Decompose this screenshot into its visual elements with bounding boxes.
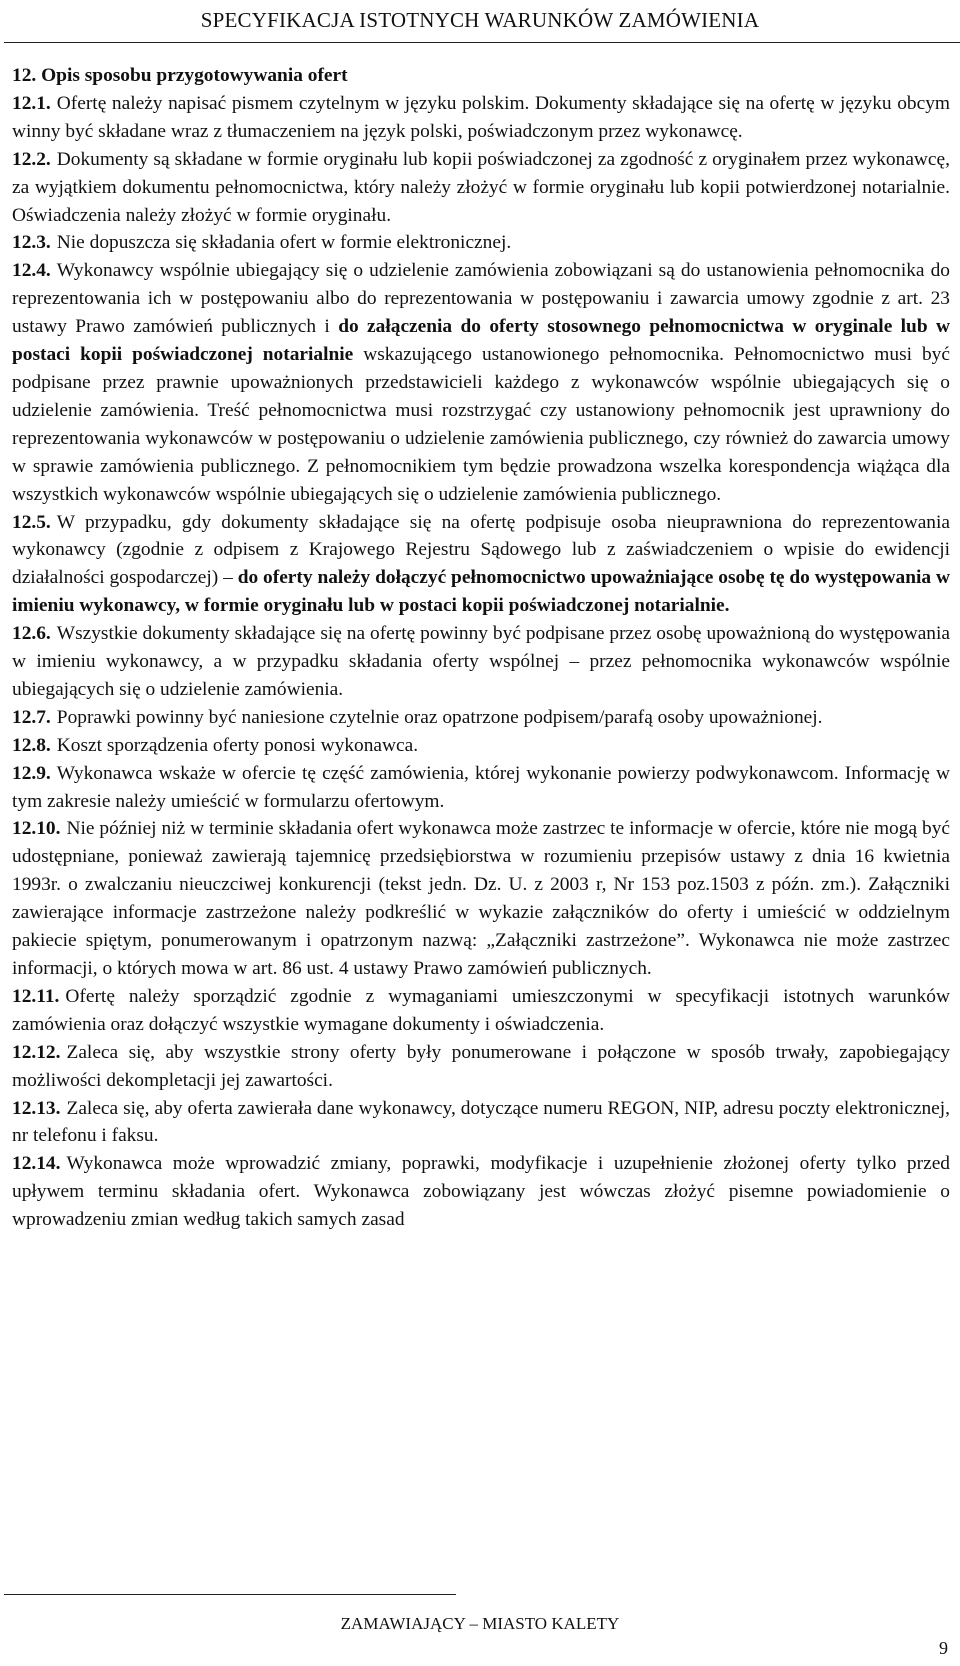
paragraph-12-12 xyxy=(12,1039,950,1095)
paragraph-number: 12.13. xyxy=(12,1097,61,1119)
paragraph-number: 12.1. xyxy=(12,92,51,114)
paragraph-12-2 xyxy=(12,146,950,230)
paragraph-12-4 xyxy=(12,257,950,508)
paragraph-text: Dokumenty są składane w formie oryginału lub kopii poświadczonej za zgodność z oryginałem przez wykonawcę, za wyjątkiem dokumentu pełnomocnictwa, który należy złożyć w formie oryginału lub kopii potwierdzonej notarialnie. Oświadczenia należy złożyć w formie oryginału. xyxy=(12,148,950,226)
paragraph-text: Wykonawcy wspólnie ubiegający się o udzielenie zamówienia zobowiązani są do ustanowienia pełnomocnika do reprezentowania ich w postępowaniu albo do reprezentowania w postępowaniu i zawarcia umowy zgodnie z art. 23 ustawy Prawo zamówień publicznych i xyxy=(12,260,950,338)
paragraph-12-3 xyxy=(12,229,950,257)
paragraph-text: Ofertę należy sporządzić zgodnie z wymaganiami umieszczonymi w specyfikacji istotnych warunków zamówienia oraz dołączyć wszystkie wymagane dokumenty i oświadczenia. xyxy=(12,985,950,1035)
paragraph-12-5 xyxy=(12,509,950,621)
paragraph-text: Wszystkie dokumenty składające się na ofertę powinny być podpisane przez osobę upoważnioną do występowania w imieniu wykonawcy, a w przypadku składania oferty wspólnej – przez pełnomocnika wykonawców wspólnie ubiegających się o udzielenie zamówienia. xyxy=(12,623,950,700)
paragraph-text: Koszt sporządzenia oferty ponosi wykonawca. xyxy=(56,734,419,756)
paragraph-number: 12.6. xyxy=(12,623,51,645)
paragraph-text: Zaleca się, aby wszystkie strony oferty były ponumerowane i połączone w sposób trwały, zapobiegający możliwości dekompletacji jej zawartości. xyxy=(12,1041,950,1091)
paragraph-number: 12.11. xyxy=(12,985,60,1007)
paragraph-12-9 xyxy=(12,760,950,816)
section-heading: 12. Opis sposobu przygotowywania ofert xyxy=(12,65,348,86)
page-number: 9 xyxy=(939,1638,948,1658)
paragraph-12-8 xyxy=(12,732,950,760)
paragraph-text: wskazującego ustanowionego pełnomocnika. Pełnomocnictwo musi być podpisane przez prawnie upoważnionych przedstawicieli każdego z wykonawców wspólnie ubiegających się o udzielenie zamówienia. Treść pełnomocnictwa musi rozstrzygać czy ustanowiony pełnomocnik jest uprawniony do reprezentowania wykonawców w postępowaniu o udzielenie zamówienia publicznego, czy również do zawarcia umowy w sprawie zamówienia publicznego. Z pełnomocnikiem tym będzie prowadzona wszelka korespondencja wiążąca dla wszystkich wykonawców wspólnie ubiegających się o udzielenie zamówienia publicznego. xyxy=(12,344,950,505)
paragraph-text: Poprawki powinny być naniesione czytelnie oraz opatrzone podpisem/parafą osoby upoważnionej. xyxy=(56,706,823,728)
page-header: SPECYFIKACJA ISTOTNYCH WARUNKÓW ZAMÓWIENIA xyxy=(200,8,760,32)
paragraph-text: Ofertę należy napisać pismem czytelnym w języku polskim. Dokumenty składające się na ofertę w języku obcym winny być składane wraz z tłumaczeniem na język polski, poświadczonym przez wykonawcę. xyxy=(12,92,950,142)
paragraph-12-1 xyxy=(12,90,950,146)
page-footer: ZAMAWIAJĄCY – MIASTO KALETY xyxy=(340,1614,620,1633)
footer-divider xyxy=(4,1594,456,1595)
paragraph-12-13 xyxy=(12,1095,950,1151)
paragraph-number: 12.14. xyxy=(12,1153,61,1175)
paragraph-text: W przypadku, gdy dokumenty składające się na ofertę podpisuje osoba nieuprawniona do reprezentowania wykonawcy (zgodnie z odpisem z Krajowego Rejestru Sądowego lub z zaświadczeniem o wpisie do ewidencji działalności gospodarczej) – xyxy=(12,511,950,589)
paragraph-number: 12.10. xyxy=(12,818,61,840)
paragraph-text: Zaleca się, aby oferta zawierała dane wykonawcy, dotyczące numeru REGON, NIP, adresu poczty elektronicznej, nr telefonu i faksu. xyxy=(12,1097,950,1147)
paragraph-text: Wykonawca wskaże w ofercie tę część zamówienia, której wykonanie powierzy podwykonawcom. Informację w tym zakresie należy umieścić w formularzu ofertowym. xyxy=(12,762,950,812)
paragraph-text: Wykonawca może wprowadzić zmiany, poprawki, modyfikacje i uzupełnienie złożonej oferty tylko przed upływem terminu składania ofert. Wykonawca zobowiązany jest wówczas złożyć pisemne powiadomienie o wprowadzeniu zmian według takich samych zasad xyxy=(12,1153,950,1231)
paragraph-number: 12.3. xyxy=(12,232,51,254)
paragraph-bold-text: do oferty należy dołączyć pełnomocnictwo upoważniające osobę tę do występowania w imieniu wykonawcy, w formie oryginału lub w postaci kopii poświadczonej notarialnie. xyxy=(12,567,950,617)
paragraph-12-10 xyxy=(12,815,950,982)
paragraph-text: Nie później niż w terminie składania ofert wykonawca może zastrzec te informacje w ofercie, które nie mogą być udostępniane, ponieważ zawierają tajemnicę przedsiębiorstwa w rozumieniu przepisów ustawy z dnia 16 kwietnia 1993r. o zwalczaniu nieuczciwej konkurencji (tekst jedn. Dz. U. z 2003 r, Nr 153 poz.1503 z późn. zm.). Załączniki zawierające informacje zastrzeżone należy podkreślić w wykazie załączników do oferty i umieścić w oddzielnym pakiecie spiętym, ponumerowanym i opatrzonym nazwą: „Załączniki zastrzeżone”. Wykonawca nie może zastrzec informacji, o których mowa w art. 86 ust. 4 ustawy Prawo zamówień publicznych. xyxy=(12,818,950,979)
paragraph-number: 12.4. xyxy=(12,260,51,282)
paragraph-number: 12.9. xyxy=(12,762,51,784)
paragraph-number: 12.5. xyxy=(12,511,51,533)
paragraph-bold-text: do załączenia do oferty stosownego pełnomocnictwa w oryginale lub w postaci kopii poświadczonej notarialnie xyxy=(12,316,951,366)
paragraph-12-14 xyxy=(12,1150,950,1234)
paragraph-number: 12.12. xyxy=(12,1041,61,1063)
paragraph-number: 12.7. xyxy=(12,706,51,728)
header-divider xyxy=(4,42,960,43)
paragraph-text: Nie dopuszcza się składania ofert w formie elektronicznej. xyxy=(56,232,512,254)
document-body xyxy=(12,62,950,1234)
paragraph-12-11 xyxy=(12,983,950,1039)
paragraph-number: 12.2. xyxy=(12,148,51,170)
paragraph-number: 12.8. xyxy=(12,734,51,756)
paragraph-12-7 xyxy=(12,704,950,732)
paragraph-12-6 xyxy=(12,620,950,704)
